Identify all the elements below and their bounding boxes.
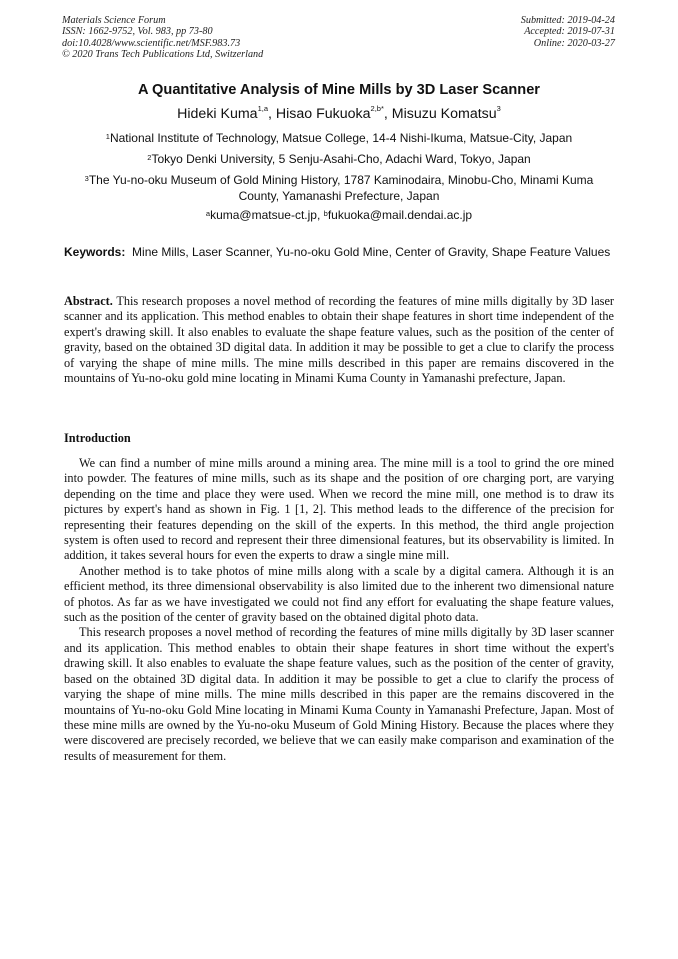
paragraph: This research proposes a novel method of recording the features of mine mills digitally by 3D laser scanner and its application. This method enables to obtain their shape features in short time without the expert's drawing skill. It also enables to evaluate the shape feature values, such as the position of the center of gravity, based on the obtained 3D digital data. In addition it may be possible to get a clue to clarify the process of varying the shape of mine mills. The mine mills described in this paper are the remains discovered in the mountains of Yu-no-oku Gold Mine locating in Minami Kuma County in Yamanashi Prefecture, Japan. Most of these mine mills are owned by the Yu-no-oku Museum of Gold Mining History. Because the places where they were discovered are precisely recorded, we believe that we can easily make comparison and examination of the results of measurement for them. [64, 625, 614, 763]
author-name: Misuzu Komatsu [391, 106, 497, 122]
abstract [64, 294, 614, 386]
journal-name: Materials Science Forum [62, 15, 166, 26]
author-name: Hisao Fukuoka [275, 106, 371, 122]
journal-copyright: © 2020 Trans Tech Publications Ltd, Switzerland [62, 49, 264, 61]
paragraph: We can find a number of mine mills around a mining area. The mine mill is a tool to grind the ore mined into powder. The features of mine mills, such as its shape and the position of ore charging port, are varying depending on the time and place they were used. When we record the mine mill, one method is to draw its pictures by expert's hand as shown in Fig. 1 [1, 2]. This method leads to the difference of the precision for representing their features depending on the skill of the experts. In this method, the third angle projection system is often used to record and represent their three dimensional features, but its observability is limited. In addition, it takes several hours for even the experts to draw a single mine mill. [64, 456, 614, 563]
introduction-body [64, 456, 614, 764]
affiliation: $^2$Tokyo Denki University, 5 Senju-Asahi-Cho, Adachi Ward, Tokyo, Japan [147, 152, 531, 166]
keywords [64, 245, 614, 259]
author-affiliation-mark: 2,b* [370, 104, 384, 113]
email-link[interactable]: kuma@matsue-ct.jp [210, 208, 317, 222]
section-heading-introduction: Introduction [64, 431, 131, 445]
affiliation: $^1$National Institute of Technology, Matsue College, 14-4 Nishi-Ikuma, Matsue-City, Japan [105, 131, 573, 145]
author-name: Hideki Kuma [177, 106, 258, 122]
keywords-label: Keywords: [64, 245, 126, 259]
journal-issn: ISSN: 1662-9752, Vol. 983, pp 73-80 [62, 26, 213, 38]
author-affiliation-mark: 3 [496, 104, 501, 113]
journal-info [62, 15, 263, 61]
abstract-label: Abstract. [64, 294, 113, 308]
email-link[interactable]: fukuoka@mail.dendai.ac.jp [327, 208, 473, 222]
online-date: Online: 2020-03-27 [533, 37, 615, 49]
paragraph: Another method is to take photos of mine mills along with a scale by a digital camera. Although it is an efficient method, its three dimensional observability is also limited due to the inherent two dimensional nature of photos. As far as we have investigated we could not find any effort for evaluating the shape feature values, such as the position of the center of gravity based on the obtained digital photo data. [64, 563, 614, 625]
submitted-date: Submitted: 2019-04-24 [520, 15, 615, 26]
abstract-text: This research proposes a novel method of recording the features of mine mills digitally by 3D laser scanner and its application. This method enables to obtain their shape features in short time independent of the expert's drawing skill. It also enables to evaluate the shape feature values, such as the position of the center of gravity, based on the obtained 3D digital data. In addition it may be possible to get a clue to clarify the process of varying the shape of mine mills. The mine mills described in this paper are remains discovered in the mountains of Yu-no-oku gold mine locating in Minami Kuma County in Yamanashi prefecture, Japan. [64, 294, 614, 386]
publication-dates [521, 15, 615, 49]
paper-title: A Quantitative Analysis of Mine Mills by 3D Laser Scanner [138, 82, 540, 98]
author-emails: $^a$kuma@matsue-ct.jp, $^b$fukuoka@mail.dendai.ac.jp [205, 208, 473, 222]
accepted-date: Accepted: 2019-07-31 [524, 26, 615, 38]
author-affiliation-mark: 1,a [257, 104, 269, 113]
keywords-text: Mine Mills, Laser Scanner, Yu-no-oku Gold Mine, Center of Gravity, Shape Feature Values [132, 245, 611, 259]
author-list: Hideki Kuma$^{1,a}$, Hisao Fukuoka$^{2,b*}$, Misuzu Komatsu$^3$ [177, 104, 501, 122]
journal-doi: doi:10.4028/www.scientific.net/MSF.983.73 [62, 37, 241, 49]
affiliation: $^3$The Yu-no-oku Museum of Gold Mining History, 1787 Kaminodaira, Minobu-Cho, Minami Kuma County, Yamanashi Prefecture, Japan [84, 173, 594, 203]
